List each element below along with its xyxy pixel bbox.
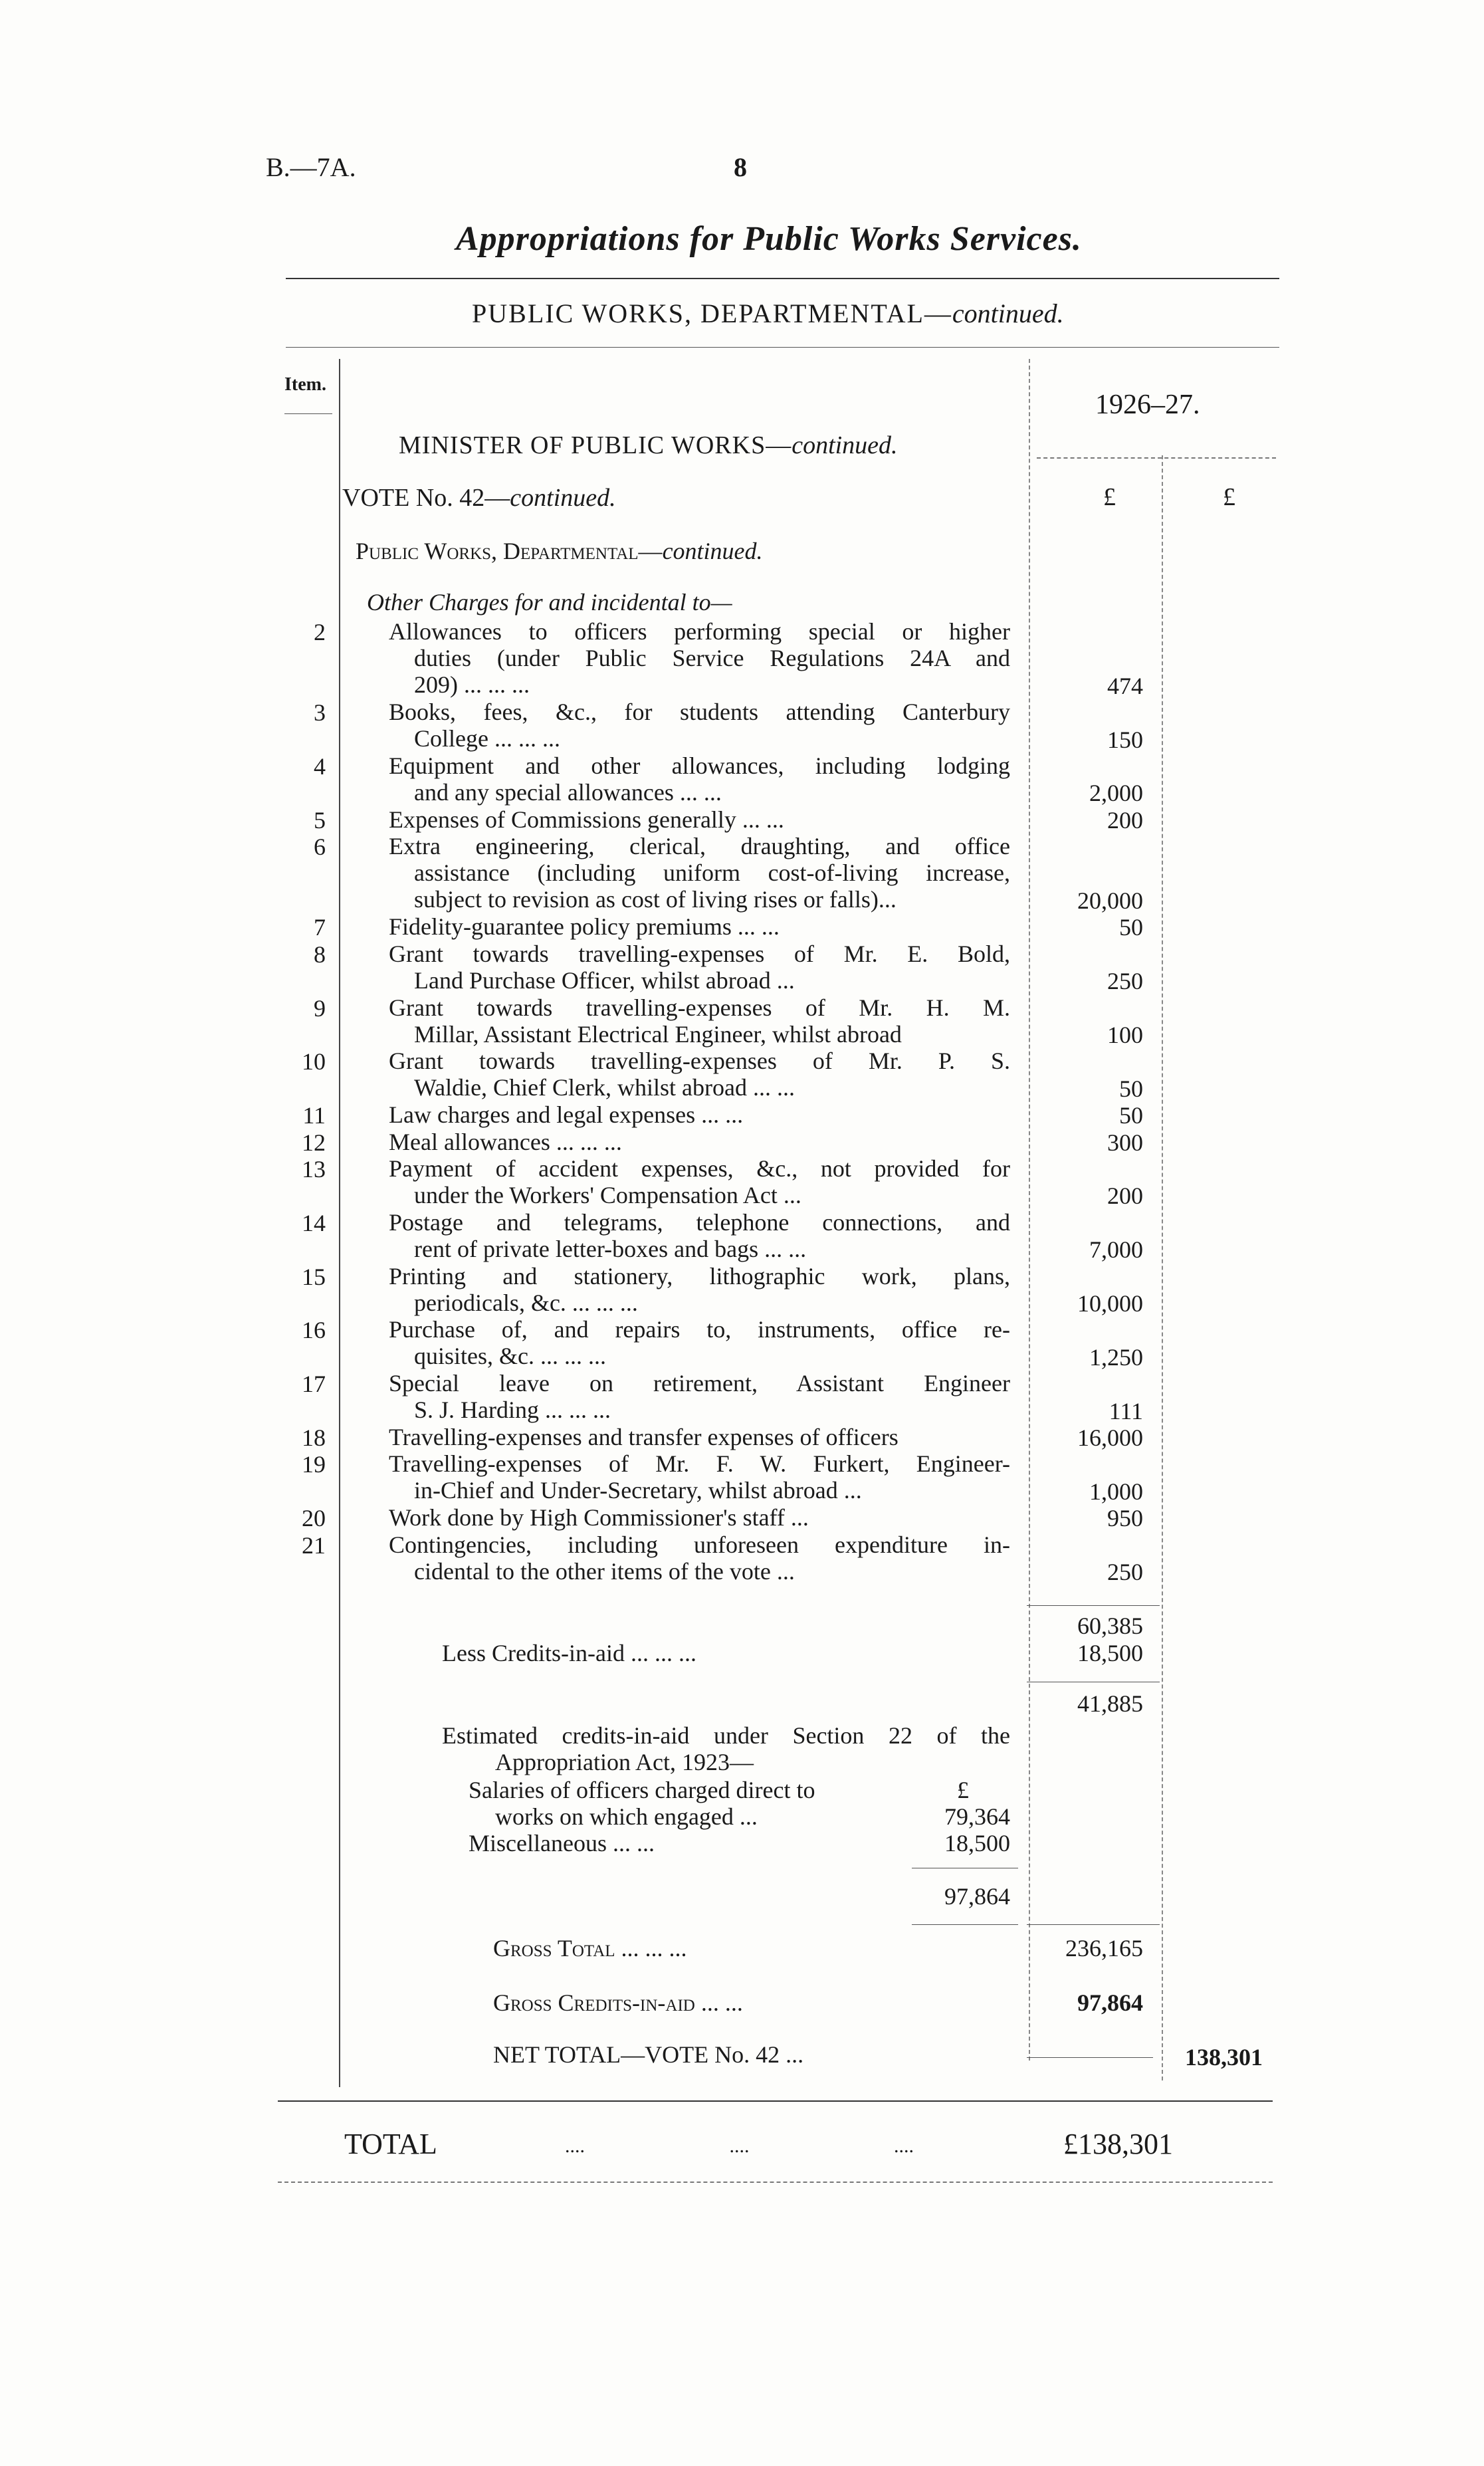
item-description	[389, 1450, 1010, 1504]
item-description-line: Travelling-expenses and transfer expenses of officers	[389, 1424, 899, 1450]
item-number: 10	[302, 1048, 326, 1075]
section-heading: Public Works, Departmental—continued.	[356, 538, 763, 564]
item-description-line: Grant towards travelling-expenses of Mr. H. M.	[389, 994, 1010, 1021]
item-description-line: Expenses of Commissions generally ... ...	[389, 806, 784, 833]
item-description-line: and any special allowances ... ...	[414, 779, 722, 806]
item-description	[389, 1129, 1010, 1155]
subtotal-amount: 60,385	[1077, 1613, 1143, 1639]
item-amount: 50	[1119, 1075, 1143, 1102]
item-description	[389, 699, 1010, 752]
total-column-divider	[1162, 455, 1163, 2080]
item-description-line: Law charges and legal expenses ... ...	[389, 1101, 744, 1129]
item-description-line: subject to revision as cost of living rises or falls)...	[414, 886, 897, 913]
miscellaneous-amount: 18,500	[944, 1830, 1010, 1856]
item-description-line: Contingencies, including unforeseen expenditure in-	[389, 1531, 1010, 1558]
item-description-line: under the Workers' Compensation Act ...	[414, 1182, 801, 1208]
item-description	[389, 833, 1010, 913]
item-amount: 10,000	[1077, 1290, 1143, 1317]
item-number: 3	[314, 699, 326, 727]
year-heading: 1926–27.	[1095, 390, 1200, 420]
item-number: 2	[314, 619, 326, 645]
item-description-line: Waldie, Chief Clerk, whilst abroad ... ...	[414, 1074, 795, 1101]
item-number: 16	[302, 1317, 326, 1344]
item-description-line: Meal allowances ... ... ...	[389, 1128, 622, 1155]
item-number: 17	[302, 1371, 326, 1398]
salaries-line-2: works on which engaged ...	[495, 1803, 758, 1830]
vote-heading: VOTE No. 42—continued.	[342, 484, 616, 512]
item-number: 13	[302, 1156, 326, 1182]
item-description-line: quisites, &c. ... ... ...	[414, 1343, 606, 1370]
title-rule	[286, 278, 1279, 279]
item-amount: 100	[1107, 1022, 1143, 1048]
item-number: 14	[302, 1209, 326, 1236]
item-description-line: College ... ... ...	[414, 725, 560, 752]
net-total-dash	[1027, 2057, 1153, 2058]
item-number: 9	[314, 994, 326, 1022]
page-number: 8	[734, 152, 747, 182]
item-amount: 111	[1109, 1397, 1143, 1424]
item-amount: 1,000	[1089, 1478, 1143, 1505]
item-amount: 200	[1107, 1182, 1143, 1210]
item-description-line: assistance (including uniform cost-of-living increase,	[414, 859, 1010, 887]
item-description	[389, 806, 1010, 833]
item-description-line: Extra engineering, clerical, draughting, and office	[389, 833, 1010, 860]
item-amount: 950	[1107, 1505, 1143, 1532]
minister-heading: MINISTER OF PUBLIC WORKS—continued.	[399, 431, 898, 459]
item-description-line: rent of private letter-boxes and bags ... ...	[414, 1235, 807, 1262]
item-description-line: Work done by High Commissioner's staff ...	[389, 1504, 809, 1531]
item-description-line: Printing and stationery, lithographic work, plans,	[389, 1262, 1010, 1289]
item-amount: 2,000	[1089, 780, 1143, 807]
item-description-line: Grant towards travelling-expenses of Mr. P. S.	[389, 1048, 1010, 1075]
item-description	[389, 1316, 1010, 1369]
item-column-label: Item.	[284, 374, 326, 395]
item-amount: 150	[1107, 726, 1143, 753]
item-description-line: cidental to the other items of the vote ...	[414, 1557, 795, 1585]
item-amount: 1,250	[1089, 1343, 1143, 1371]
item-number: 11	[302, 1102, 326, 1129]
item-description-line: Postage and telegrams, telephone connections, and	[389, 1208, 1010, 1236]
subtotal-rule	[1027, 1605, 1160, 1606]
item-description-line: duties (under Public Service Regulations 24A and	[414, 645, 1010, 671]
item-column-divider	[339, 359, 340, 2087]
item-description-line: S. J. Harding ... ... ...	[414, 1397, 611, 1424]
item-number: 12	[302, 1129, 326, 1156]
item-description-line: Payment of accident expenses, &c., not provided for	[389, 1155, 1010, 1182]
item-description	[389, 1263, 1010, 1316]
item-label-underline	[284, 413, 332, 414]
subtitle-rule	[286, 347, 1279, 348]
item-description-line: Special leave on retirement, Assistant Engineer	[389, 1370, 1010, 1397]
item-description-line: Travelling-expenses of Mr. F. W. Furkert, Engineer-	[389, 1450, 1010, 1478]
item-amount: 20,000	[1077, 887, 1143, 914]
grand-total-dots: .... .... ....	[565, 2135, 914, 2157]
other-charges-heading: Other Charges for and incidental to—	[367, 589, 732, 616]
document-reference: B.—7A.	[266, 152, 356, 182]
less-credits-label: Less Credits-in-aid ... ... ...	[442, 1640, 696, 1666]
item-description	[389, 752, 1010, 806]
item-description-line: Land Purchase Officer, whilst abroad ...	[414, 966, 795, 994]
net-total-label: NET TOTAL—VOTE No. 42 ...	[493, 2041, 804, 2068]
item-amount: 200	[1107, 806, 1143, 834]
salaries-amount: 79,364	[944, 1803, 1010, 1830]
item-amount: 300	[1107, 1129, 1143, 1156]
grand-total-label: TOTAL	[344, 2128, 437, 2160]
item-description	[389, 1424, 1010, 1450]
item-description	[389, 1209, 1010, 1262]
salaries-line-1: Salaries of officers charged direct to	[469, 1777, 815, 1803]
item-number: 18	[302, 1424, 326, 1451]
less-credits-amount: 18,500	[1077, 1640, 1143, 1666]
footer-rule	[278, 2182, 1273, 2183]
item-description	[389, 1370, 1010, 1423]
gross-credits-label: Gross Credits-in-aid ... ...	[493, 1989, 743, 2016]
item-description	[389, 913, 1010, 940]
item-number: 7	[314, 914, 326, 941]
item-number: 6	[314, 834, 326, 861]
item-description-line: Books, fees, &c., for students attending Canterbury	[389, 699, 1010, 726]
item-description	[389, 1155, 1010, 1208]
grand-total-amount: £138,301	[1063, 2128, 1173, 2160]
item-number: 5	[314, 806, 326, 834]
pound-sign-column-1: £	[1103, 483, 1116, 511]
item-number: 15	[302, 1263, 326, 1290]
salaries-pound-sign: £	[957, 1777, 969, 1803]
item-number: 8	[314, 941, 326, 968]
net-after-credits-amount: 41,885	[1077, 1690, 1143, 1717]
item-description-line: periodicals, &c. ... ... ...	[414, 1289, 638, 1316]
item-description	[389, 1531, 1010, 1585]
item-description-line: Grant towards travelling-expenses of Mr. E. Bold,	[389, 940, 1010, 967]
item-amount: 250	[1107, 968, 1143, 995]
item-amount: 50	[1119, 1102, 1143, 1129]
item-description-line: Equipment and other allowances, including lodging	[389, 752, 1010, 779]
item-amount: 16,000	[1077, 1424, 1143, 1451]
item-amount: 7,000	[1089, 1236, 1143, 1264]
item-description-line: in-Chief and Under-Secretary, whilst abroad ...	[414, 1477, 862, 1504]
item-description	[389, 994, 1010, 1048]
item-description-line: Millar, Assistant Electrical Engineer, whilst abroad	[414, 1020, 902, 1048]
item-description	[389, 618, 1010, 698]
estimated-credits-line-2: Appropriation Act, 1923—	[495, 1749, 754, 1775]
table-bottom-rule	[278, 2100, 1273, 2102]
net-total-amount: 138,301	[1185, 2044, 1263, 2071]
gross-total-rule	[1027, 1924, 1160, 1925]
gross-credits-amount: 97,864	[1077, 1989, 1143, 2016]
item-amount: 250	[1107, 1559, 1143, 1585]
section-subtitle: PUBLIC WORKS, DEPARTMENTAL—continued.	[472, 298, 1064, 328]
item-number: 19	[302, 1451, 326, 1478]
page-title: Appropriations for Public Works Services.	[456, 220, 1082, 258]
item-description	[389, 941, 1010, 994]
item-description-line: Fidelity-guarantee policy premiums ... ...	[389, 913, 780, 941]
estimated-credits-line-1: Estimated credits-in-aid under Section 22 of the	[442, 1722, 1010, 1749]
gross-total-amount: 236,165	[1065, 1935, 1143, 1962]
item-number: 4	[314, 753, 326, 780]
item-description-line: Purchase of, and repairs to, instruments, office re-	[389, 1316, 1010, 1343]
credits-total-underline	[912, 1924, 1018, 1925]
item-description	[389, 1048, 1010, 1101]
gross-total-label: Gross Total ... ... ...	[493, 1935, 687, 1962]
miscellaneous-label: Miscellaneous ... ...	[469, 1830, 655, 1856]
item-description-line: 209) ... ... ...	[414, 671, 530, 698]
year-underline	[1037, 457, 1276, 459]
credits-total-amount: 97,864	[944, 1883, 1010, 1910]
item-description	[389, 1101, 1010, 1128]
item-number: 20	[302, 1505, 326, 1532]
pound-sign-column-2: £	[1223, 483, 1235, 511]
item-amount: 474	[1107, 672, 1143, 699]
item-description-line: Allowances to officers performing special or higher	[389, 618, 1010, 645]
item-description	[389, 1504, 1010, 1531]
item-number: 21	[302, 1531, 326, 1559]
item-amount: 50	[1119, 914, 1143, 941]
